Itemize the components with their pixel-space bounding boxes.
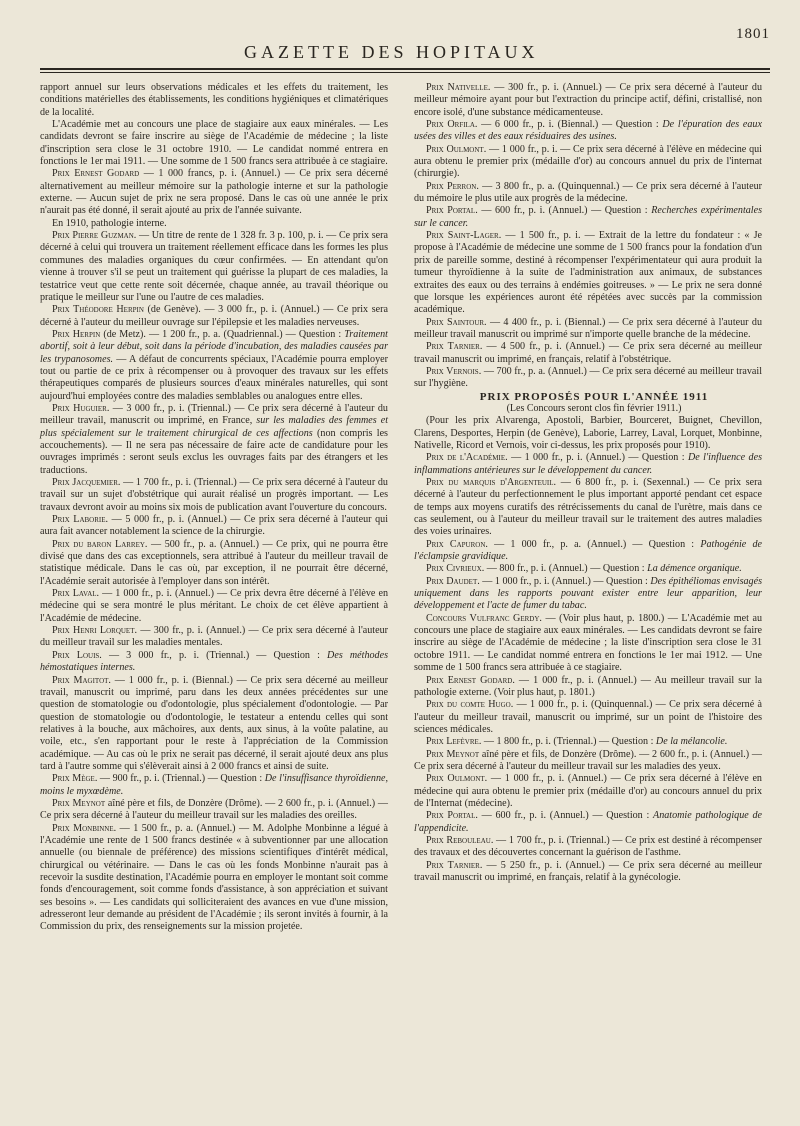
prize-name: Prix Civrieux bbox=[426, 563, 482, 575]
prize-name: Prix Magitot bbox=[52, 674, 109, 686]
prize-text: . — 1 500 fr., p. a. (Annuel.) — M. Adolphe Monbinne a légué à l'Académie une rente de 1 500 francs destinée « à subventionner par une allocation annuelle (ou biennale de préférence) des missions scientifiques d'intérêt médical, chirurgical ou vétérinaire. — Dans le cas où les fonds Monbinne n'aurait pas à recevoir la susdite destination, l'Académie pourra en employer le montant soit comme fonds d'encouragement, soit comme fonds d'assistance, à son appréciation et suivant ses besoins ». — Les candidats qui solliciteraient des avances en vue d'une mission, adresseront leur demande au président de l'Académie ; ils seront invités à fournir, à la Commission du prix, des renseignements sur la mission projetée. bbox=[40, 822, 388, 933]
prize-text: — 1 000 francs, p. i. (Annuel.) — Ce prix sera décerné alternativement au meilleur mémoire sur la pathologie interne et sur la pathologie externe. — Aucun sujet de prix ne sera proposé. Dans le cas où une année le prix n'aurait pas été donné, il serait ajouté au prix de l'année suivante. bbox=[40, 168, 389, 217]
prize-question: sur les maladies des femmes et plus spécialement sur le traitement chirurgical de ces affections bbox=[40, 415, 388, 439]
prize-entry bbox=[414, 835, 762, 860]
prize-entry bbox=[40, 773, 388, 798]
prize-text: . — 4 500 fr., p. i. (Annuel.) — Ce prix sera décerné au meilleur travail manuscrit ou imprimé, en français, relatif à l'obstétrique. bbox=[414, 341, 763, 365]
section-subtitle: (Les Concours seront clos fin février 1911.) bbox=[506, 402, 682, 414]
prize-text: . — 600 fr., p. i. (Annuel.) — Question : bbox=[475, 205, 652, 217]
prize-text: . — 700 fr., p. a. (Annuel.) — Ce prix sera décerné au meilleur travail sur l'hygiène. bbox=[414, 365, 762, 390]
prize-name: Prix Laborie bbox=[52, 514, 106, 526]
prize-question: La démence organique. bbox=[647, 563, 742, 575]
prize-name: Prix Louis bbox=[52, 649, 100, 661]
prize-text: . — 500 fr., p. a. (Annuel.) — Ce prix, qui ne pourra être divisé que dans des cas exceptionnels, sera attribué à l'auteur du meilleur travail de statistique médicale. Dans le cas où, par exception, il ne pourrait être décerné, l'Académie serait autorisée à l'employer dans son intérêt. bbox=[40, 538, 388, 587]
prize-name: Prix Tarnier bbox=[426, 859, 480, 871]
prize-name: Prix Saintour bbox=[426, 316, 485, 328]
prize-text: . — 1 000 fr., p. i. (Quinquennal.) — Ce prix sera décerné à l'auteur du meilleur travail, manuscrit ou imprimé, sur un point de l'histoire des sciences médicales. bbox=[414, 699, 762, 735]
prize-name: Prix Daudet bbox=[426, 575, 478, 587]
prize-entry bbox=[40, 304, 388, 329]
prize-entry bbox=[40, 477, 388, 514]
prize-text: . — 4 400 fr., p. i. (Biennal.) — Ce prix sera décerné à l'auteur du meilleur travail manuscrit ou imprimé sur n'importe quelle branche de la médecine. bbox=[414, 316, 762, 340]
prize-entry bbox=[414, 699, 762, 736]
prize-text: aîné père et fils, de Donzère (Drôme). — 2 600 fr., p. i. (Annuel.) — Ce prix sera décerné à l'auteur du meilleur travail sur les maladies des oreilles. bbox=[40, 797, 389, 822]
prize-entry bbox=[40, 539, 388, 588]
prize-entry bbox=[414, 563, 762, 575]
paragraph: En 1910, pathologie interne. bbox=[52, 217, 167, 229]
prize-question: De l'épuration des eaux usées des villes et des eaux résiduaires des usines. bbox=[414, 119, 762, 143]
prize-name: Prix Oulmont bbox=[426, 773, 485, 785]
prize-entry bbox=[414, 810, 762, 835]
prize-entry bbox=[414, 317, 762, 342]
prize-text: . — 5 000 fr., p. i. (Annuel.) — Ce prix sera décerné à l'auteur qui aura fait avancer notablement la science de la chirurgie. bbox=[40, 514, 389, 538]
prize-name: Prix Saint-Lager bbox=[426, 230, 499, 242]
prize-name: Prix Reboulеau bbox=[426, 834, 491, 846]
prize-text: . — 6 000 fr., p. i. (Biennal.) — Question : bbox=[474, 119, 663, 131]
prize-name: Prix Jacquemier bbox=[52, 477, 118, 488]
prize-text: (de Metz). — 1 200 fr., p. a. (Quadriennal.) — Question : bbox=[100, 328, 345, 340]
prize-name: Prix Laval bbox=[52, 588, 97, 600]
prize-name: Prix du marquis d'Argenteuil bbox=[426, 477, 554, 488]
prize-name: Prix Capuron bbox=[426, 538, 486, 550]
prize-name: Prix Portal bbox=[426, 205, 476, 217]
paragraph: L'Académie met au concours une place de stagiaire aux eaux minérales. — Les candidats devront se faire inscrire au siège de l'Académie de médecine ; la liste d'inscription sera close le 31 octobre 1910. — Le candidat nommé entrera en fonctions le 1er mai 1911. — Une somme de 1 500 francs sera attribuée à ce stagiaire. bbox=[40, 119, 388, 168]
prize-question: Recherches expérimentales sur le cancer. bbox=[414, 205, 763, 229]
journal-title: GAZETTE DES HOPITAUX bbox=[244, 42, 539, 62]
prize-name: Prix du baron Larrey bbox=[52, 538, 145, 550]
prize-name: Prix Monbinne bbox=[52, 822, 114, 834]
prize-text: . — Un titre de rente de 1 328 fr. 3 p. 100, p. i. — Ce prix sera décerné à celui qui trouvera un traitement réellement efficace dans les formes les plus communes des maladies organiques du cœur confirmées. — En attendant qu'on vienne à trouver s'il se peut un traitement qui guérisse la plupart de ces maladies, la testatrice veut que cette rente soit décernée, chaque année, au travail théorique ou pratique le meilleur sur l'une ou l'autre de ces maladies. bbox=[40, 230, 388, 303]
prize-entry bbox=[414, 860, 762, 885]
prize-text: — A défaut de concurrents spéciaux, l'Académie pourra employer tout ou partie de ce prix à récompenser ou à provoquer des travaux sur les effets thérapeutiques comparés de plusieurs sources d'eaux minérales naturelles, qui sont aujourd'hui employées contre des maladies semblables ou analogues entre elles. bbox=[40, 353, 388, 402]
prize-entry bbox=[414, 452, 762, 477]
prize-entry bbox=[414, 749, 762, 774]
prize-name: Prix Ernest Godard bbox=[426, 674, 513, 686]
prize-question: De la mélancolie. bbox=[655, 736, 728, 748]
prize-name: Prix Huguier bbox=[52, 402, 107, 414]
prize-text: . — 1 000 fr., p. i. (Annuel.) — Au meilleur travail sur la pathologie externe. (Voir plus haut, p. 1801.) bbox=[414, 674, 762, 698]
prize-question: Traitement abortif, soit à leur début, soit dans la période d'incubation, des maladies causées par les trypanosomes. bbox=[40, 328, 388, 365]
prize-text: (non compris les accouchements). — Il ne sera pas nécessaire de faire acte de candidature pour les ouvrages imprimés : seront seuls exclus les ouvrages faits par des étrangers et les traductions. bbox=[40, 427, 388, 476]
prize-name: Prix Oulmont bbox=[426, 143, 484, 155]
prize-entry bbox=[40, 675, 388, 774]
prize-text: . — 300 fr., p. i. (Annuel.) — Ce prix sera décerné à l'auteur du meilleur mémoire ayant pour but l'extraction du principe actif, défini, cristallisé, non encore isolé, d'une substance médicamenteuse. bbox=[414, 82, 762, 118]
prize-name: Prix Meynot bbox=[426, 748, 480, 760]
prize-entry bbox=[414, 82, 762, 119]
prize-entry bbox=[414, 736, 762, 748]
prize-entry bbox=[414, 477, 762, 539]
prize-name: Prix Mège bbox=[52, 773, 95, 785]
prize-entry bbox=[414, 205, 762, 230]
prize-name: Prix Perron bbox=[426, 180, 477, 192]
prize-entry bbox=[414, 773, 762, 810]
right-column bbox=[414, 82, 762, 884]
prize-entry bbox=[414, 119, 762, 144]
prize-entry bbox=[40, 798, 388, 823]
prize-name: Prix Ernest Godard bbox=[52, 168, 140, 180]
prize-text: . — 600 fr., p. i. (Annuel.) — Question : bbox=[475, 810, 654, 822]
prize-name: Prix Lefèvre bbox=[426, 736, 479, 748]
prize-question: Des épithéliomas envisagés uniquement dans les rapports pouvant exister entre leur apparition, leur développement et l'acte de fumer du tabac. bbox=[414, 575, 762, 612]
paragraph: rapport annuel sur leurs observations médicales et les effets du traitement, les conditions matérielles des établissements, les conditions hygiéniques et climatériques de la localité. bbox=[40, 82, 388, 118]
prize-name: Prix Pierre Guzman bbox=[52, 230, 134, 242]
prize-name: Concours Vulfranc Gerdy bbox=[426, 612, 540, 624]
prize-entry bbox=[414, 675, 762, 700]
prize-text: . — 1 500 fr., p. i. — Extrait de la lettre du fondateur : « Je propose à l'Académie de médecine une somme de 1 500 francs pour la fondation d'un prix de pareille somme, destiné à récompenser l'expérimentateur qui aura produit la tumeur thyroïdienne à la suite de l'administration aux animaux, de substances extraites des eaux ou des terrains à endémies goitreuses. » — Le prix ne sera donné que lorsque les expériences auront été répétées avec succès par la commission académique. bbox=[414, 230, 762, 316]
prize-question: De l'influence des inflammations antérieures sur le développement du cancer. bbox=[414, 452, 763, 476]
prize-text: . — 1 000 fr., p. i. (Annuel.) — Ce prix sera décerné à l'élève en médecine qui aura obtenu le premier prix (médaille d'or) au concours annuel du prix de l'Internat (médecine). bbox=[414, 773, 762, 809]
prize-text: . — 1 000 fr., p. a. (Annuel.) — Question : bbox=[485, 538, 701, 550]
prize-name: Prix Nativelle bbox=[426, 82, 488, 93]
prize-question: De l'insuffisance thyroïdienne, moins le myxœdème. bbox=[40, 773, 389, 797]
prize-text: . — 1 000 fr., p. i. (Annuel.) — Question : bbox=[505, 452, 688, 464]
prize-entry bbox=[414, 613, 762, 675]
prize-entry bbox=[414, 341, 762, 366]
prize-name: Prix Orfila bbox=[426, 119, 475, 131]
prize-name: Prix Meynot bbox=[52, 797, 106, 809]
prize-entry bbox=[40, 650, 388, 675]
prize-entry bbox=[40, 168, 388, 217]
section-title: PRIX PROPOSÉS POUR L'ANNÉE 1911 bbox=[479, 390, 709, 403]
prize-text: . — 1 700 fr., p. i. (Triennal.) — Ce prix est destiné à récompenser des travaux et des découvertes concernant la guérison de l'asthme. bbox=[414, 834, 762, 859]
prize-text: . — (Voir plus haut, p. 1800.) — L'Académie met au concours une place de stagiaire aux eaux minérales. — Les candidats devront se faire inscrire au siège de l'Académie de médecine ; la liste d'inscription sera close le 31 octobre 1911. — Le candidat nommé entrera en fonctions le 1er mai 1912. — Une somme de 1 500 francs sera attribuée à ce stagiaire. bbox=[414, 612, 762, 674]
prize-name: Prix Théodore Herpin bbox=[52, 304, 144, 316]
prize-name: Prix Tarnier bbox=[426, 341, 480, 353]
prize-text: . — 1 000 fr., p. i. (Annuel.) — Question : bbox=[477, 575, 651, 587]
prize-text: . — 1 000 fr., p. i. — Ce prix sera décerné à l'élève en médecine qui aura obtenu le premier prix (médaille d'or) au concours annuel du prix de l'internat (chirurgie). bbox=[414, 143, 762, 180]
prize-entry bbox=[414, 539, 762, 564]
header-rule-thin bbox=[40, 72, 770, 73]
prize-text: . — 1 000 fr., p. i. (Biennal.) — Ce prix sera décerné au meilleur travail, manuscrit ou imprimé, paru dans les deux années précédentes sur une question de stomatologie ou d'odontologie, plus spécialement d'odontologie. — Par question de stomatologie ou d'odontologie, le testateur a entendu celles qui sont relatives à la bouche, aux mâchoires, aux dents, aux sinus, à la voûte palatine, au voile, etc., s'en rapportant pour le reste à l'appréciation de la Commission académique. — Au cas où le prix ne serait pas décerné, il serait ajouté deux ans plus tard à l'autre somme qui s'élèverait ainsi à 2 000 francs et ainsi de suite. bbox=[40, 674, 388, 772]
prize-text: . — 1 700 fr., p. i. (Triennal.) — Ce prix sera décerné à l'auteur du travail sur un sujet d'obstétrique qui aurait réalisé un progrès important. — Les travaux devront avoir au moins six mois de publication avant l'ouverture du concours. bbox=[40, 477, 388, 513]
prize-text: . — 900 fr., p. i. (Triennal.) — Question : bbox=[94, 773, 265, 785]
prize-text: . — 3 000 fr., p. i. (Triennal.) — Question : bbox=[99, 649, 328, 661]
prize-text: . — 800 fr., p. i. (Annuel.) — Question : bbox=[481, 563, 648, 575]
page-number: 1801 bbox=[736, 26, 770, 42]
header-rule-thick bbox=[40, 68, 770, 70]
prize-entry bbox=[414, 144, 762, 181]
prize-question: Des méthodes hémostatiques internes. bbox=[40, 649, 388, 674]
prize-question: Pathogénie de l'éclampsie gravidique. bbox=[414, 538, 762, 563]
prize-entry bbox=[414, 366, 762, 391]
prize-text: . — 1 000 fr., p. i. (Annuel.) — Ce prix devra être décerné à l'élève en médecine qui se sera montré le plus méritant. Le choix de cet élève appartient à l'Académie de médecine. bbox=[40, 588, 388, 624]
left-column bbox=[40, 82, 388, 934]
prize-name: Prix Vernois bbox=[426, 365, 479, 377]
prize-entry bbox=[40, 403, 388, 477]
prize-text: . — 3 000 fr., p. i. (Triennal.) — Ce prix sera décerné à l'auteur du meilleur travail, manuscrit ou imprimé, en France, bbox=[40, 402, 388, 427]
prize-name: Prix Henri Lorquet bbox=[52, 625, 135, 637]
prize-entry bbox=[40, 329, 388, 403]
prize-entry bbox=[414, 230, 762, 316]
prize-text: (de Genève). — 3 000 fr., p. i. (Annuel.) — Ce prix sera décerné à l'auteur du meilleur ouvrage sur l'épilepsie et les maladies nerveuses. bbox=[40, 304, 388, 328]
prize-name: Prix du comte Hugo bbox=[426, 699, 511, 711]
prize-text: . — 5 250 fr., p. i. (Annuel.) — Ce prix sera décerné au meilleur travail manuscrit ou imprimé, en français, relatif à la gynécologie. bbox=[414, 859, 763, 883]
prize-name: Prix Herpin bbox=[52, 328, 101, 340]
page-header bbox=[40, 18, 770, 66]
prize-name: Prix Portal bbox=[426, 810, 476, 822]
prize-name: Prix de l'Académie bbox=[426, 452, 506, 464]
prize-text: . — 6 800 fr., p. i. (Sexennal.) — Ce prix sera décerné à l'auteur du perfectionnement le plus important apporté pendant cet espace de temps aux moyens curatifs des rétrécissements du canal de l'urètre, mais dans ce cas seulement, ou à l'auteur du meilleur travail sur le traitement des autres maladies des voies urinaires. bbox=[414, 477, 762, 538]
prize-entry bbox=[40, 588, 388, 625]
prize-text: aîné père et fils, de Donzère (Drôme). — 2 600 fr., p. i. (Annuel.) — Ce prix sera décerné à l'auteur du meilleur travail sur les maladies des yeux. bbox=[414, 748, 763, 772]
prize-question: Anatomie pathologique de l'appendicite. bbox=[414, 810, 763, 834]
prize-entry bbox=[414, 576, 762, 613]
prize-entry bbox=[40, 230, 388, 304]
prize-text: . — 1 800 fr., p. i. (Triennal.) — Question : bbox=[478, 736, 656, 748]
prize-text: . — 3 800 fr., p. a. (Quinquennal.) — Ce prix sera décerné à l'auteur du mémoire le plus utile aux progrès de la médecine. bbox=[414, 180, 762, 205]
prize-entry bbox=[40, 823, 388, 934]
prize-entry bbox=[414, 181, 762, 206]
prize-entry bbox=[40, 625, 388, 650]
prize-entry bbox=[40, 514, 388, 539]
paragraph: (Pour les prix Alvarenga, Apostoli, Barbier, Bourceret, Buignet, Chevillon, Clarens, Desportes, Herpin (de Genève), Laborie, Larrey, Laval, Lorquet, Monbinne, Nativelle, Ricord et Vernois, voir ci-dessus, les prix proposés pour 1910). bbox=[414, 415, 762, 451]
prize-text: . — 300 fr., p. i. (Annuel.) — Ce prix sera décerné à l'auteur du meilleur travail sur les maladies mentales. bbox=[40, 625, 388, 649]
